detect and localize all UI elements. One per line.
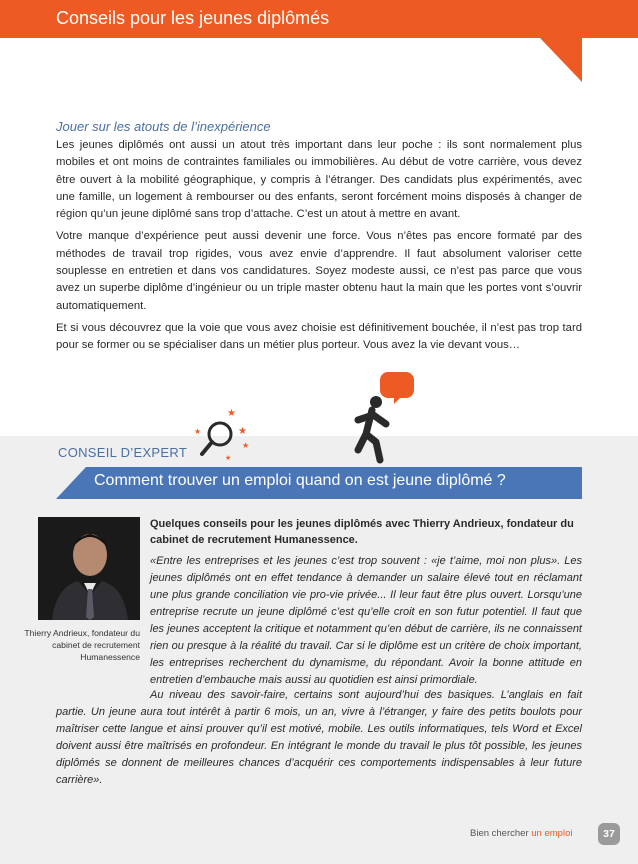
footer-accent: un emploi bbox=[531, 828, 573, 839]
expert-intro: Quelques conseils pour les jeunes diplômés avec Thierry Andrieux, fondateur du cabinet de recrutement Humanessence. bbox=[150, 518, 574, 546]
portrait-photo bbox=[38, 517, 140, 620]
banner-fold bbox=[540, 38, 582, 82]
svg-text:★: ★ bbox=[225, 454, 232, 462]
paragraph: Et si vous découvrez que la voie que vous avez choisie est définitivement bouchée, il n’est pas trop tard pour se former ou se spécialiser dans un métier plus porteur. Vous avez la vie devant vous… bbox=[56, 321, 582, 352]
expert-title: Comment trouver un emploi quand on est jeune diplômé ? bbox=[94, 472, 506, 489]
paragraph: Les jeunes diplômés ont aussi un atout très important dans leur poche : ils sont normalement plus mobiles et ont moins de contraintes familiales ou immobilières. Au début de votre carrière, vous devez être ouvert à la mobilité géographique, y compris à l’étranger. Des candidats plus expérimentés, avec une famille, un logement à rembourser ou des enfants, seront forcément moins disposés à changer de région qu’un jeune diplômé sans trop d’attache. C’est un atout à mettre en avant. bbox=[56, 139, 582, 221]
title-bar-notch bbox=[56, 467, 86, 499]
footer-text: Bien chercher bbox=[470, 828, 529, 839]
svg-text:★: ★ bbox=[238, 426, 247, 437]
svg-text:★: ★ bbox=[227, 408, 236, 419]
magnifier-icon bbox=[192, 404, 252, 464]
page-number: 37 bbox=[598, 823, 620, 845]
expert-label: CONSEIL D’EXPERT bbox=[58, 445, 188, 460]
photo-caption: Thierry Andrieux, fondateur du cabinet de recrutement Humanessence bbox=[24, 628, 140, 662]
page-title: Conseils pour les jeunes diplômés bbox=[56, 8, 330, 28]
running-person-icon bbox=[336, 368, 416, 468]
svg-text:★: ★ bbox=[194, 427, 202, 436]
expert-quote-continued: Au niveau des savoir-faire, certains sont aujourd’hui des basiques. L’anglais en fait partie. Un jeune aura tout intérêt à partir 6 mois, un an, vivre à l’étranger, y faire des petits boulots pour maîtriser cette langue et ainsi prouver qu’il est motivé, mobile. Les outils informatiques, tels Word et Excel doivent aussi être maîtrisés en profondeur. En intégrant le monde du travail le plus tôt possible, les jeunes diplômés se donnent de meilleures chances d’acquérir ces comportements indispensables à leur future carrière». bbox=[56, 689, 582, 786]
section-body bbox=[56, 137, 582, 360]
footer-label bbox=[470, 828, 572, 839]
section-heading: Jouer sur les atouts de l’inexpérience bbox=[56, 119, 271, 134]
expert-quote: «Entre les entreprises et les jeunes c’est trop souvent : «je t’aime, moi non plus». Les jeunes diplômés ont en effet tendance à demander un salaire élevé tout en réclamant une plus grande conciliation vie pro-vie privée... Il leur faut être plus ouvert. Lorsqu’une entreprise recrute un jeune diplômé c’est qu’elle croit en son futur potentiel. Il faut que les jeunes acceptent la critique et notamment qu’en début de carrière, ils ne connaissent rien ou presque à la réalité du travail. Car si le diplôme est un critère de choix important, les entreprises recherchent du dynamisme, du répondant. Avoir la bonne attitude en entretien d’embauche mais aussi au quotidien est ainsi primordiale. bbox=[150, 555, 582, 686]
paragraph: Votre manque d’expérience peut aussi devenir une force. Vous n’êtes pas encore formaté par des méthodes de travail trop rigides, vous avez envie d’apprendre. Il faut absolument valoriser cette souplesse en entretien et dans vos candidatures. Soyez modeste aussi, ce n’est pas parce que vous avez un superbe diplôme d’ingénieur ou un triple master obtenu haut la main que les portes vont s’ouvrir automatiquement. bbox=[56, 230, 582, 312]
svg-text:★: ★ bbox=[242, 441, 250, 450]
